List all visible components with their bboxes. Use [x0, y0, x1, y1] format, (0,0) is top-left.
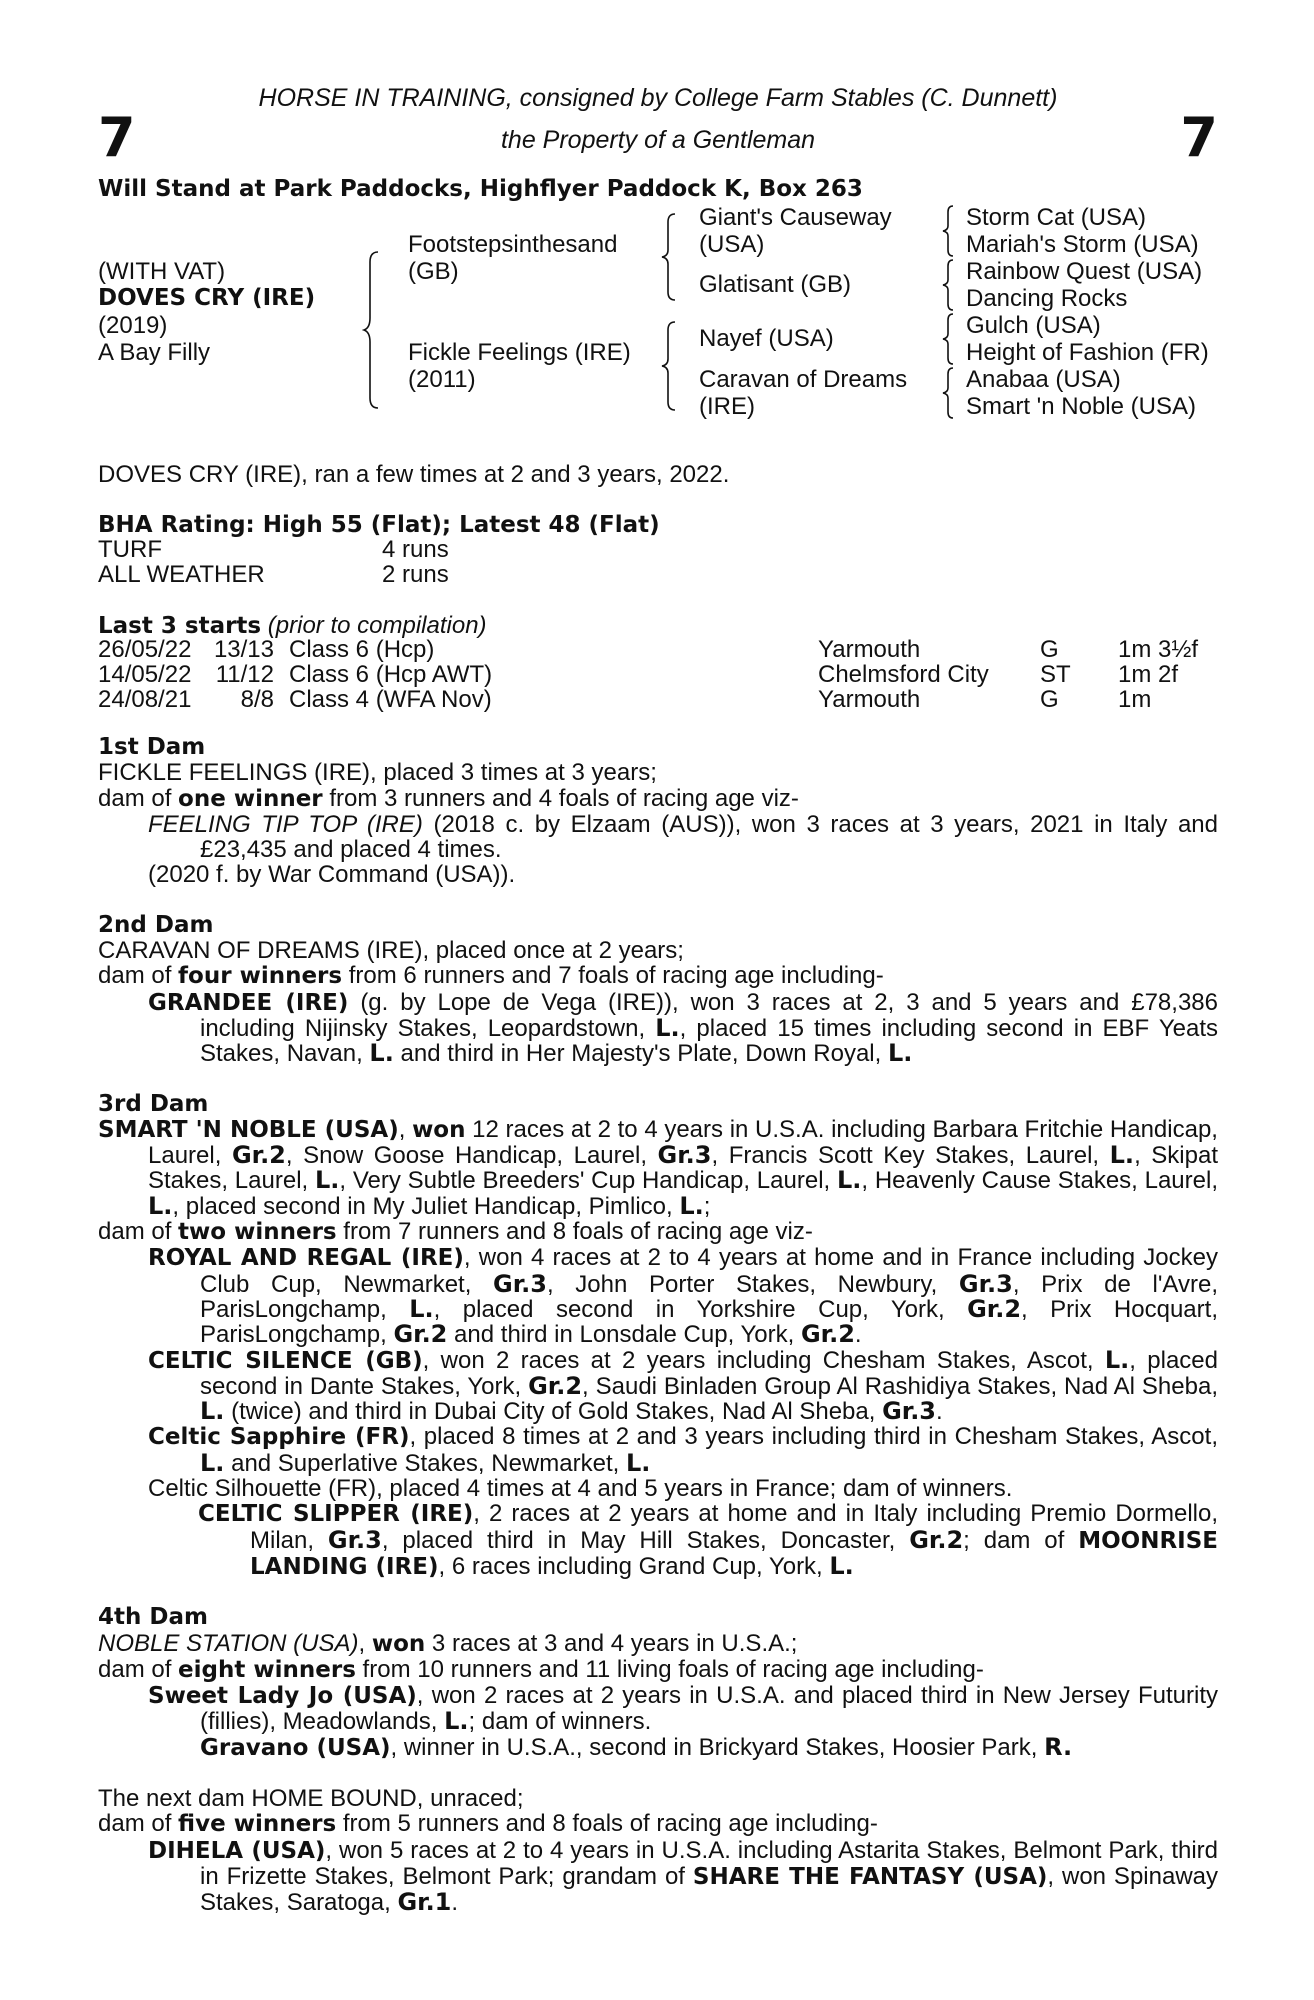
last-starts-note: (prior to compilation)	[267, 612, 487, 639]
text: , Francis Scott Key Stakes, Laurel,	[711, 1142, 1110, 1170]
dam-of-line	[98, 786, 1218, 812]
start-date: 26/05/22	[98, 636, 192, 663]
lot-number-right: 7	[1180, 106, 1218, 169]
start-going: G	[1040, 636, 1059, 663]
produce-entry	[98, 1732, 1218, 1761]
grandsire-2: Mariah's Storm (USA)	[966, 231, 1199, 258]
pedigree-brace-g2	[940, 258, 956, 312]
start-course: Yarmouth	[818, 686, 921, 713]
text: , won 2 races at 2 years in U.S.A. and placed third in New Jersey Futurity (fillies), Meadowlands,	[200, 1682, 1218, 1736]
start-distance: 1m 3½f	[1118, 636, 1199, 663]
first-dam-section	[98, 735, 1218, 888]
race-grade: Gr.1	[397, 1888, 452, 1917]
race-grade: L.	[200, 1397, 225, 1426]
race-grade: Gr.2	[528, 1371, 583, 1400]
dam-of-line	[98, 1811, 1218, 1837]
dam-line: FICKLE FEELINGS (IRE), placed 3 times at 3 years;	[98, 759, 657, 787]
start-class: Class 4 (WFA Nov)	[289, 686, 492, 713]
text: , John Porter Stakes, Newbury,	[546, 1270, 959, 1298]
pedigree-brace-g1	[940, 204, 956, 258]
lot-number-left: 7	[98, 106, 136, 169]
dam-of-line	[98, 1219, 1218, 1245]
grandsire-3: Rainbow Quest (USA)	[966, 258, 1203, 285]
text: ; dam of	[963, 1526, 1079, 1554]
text: from 3 runners and 4 foals of racing age viz-	[322, 784, 799, 812]
family-details	[98, 735, 1218, 1915]
dam-of-line	[98, 1657, 1218, 1683]
race-grade: L.	[829, 1551, 854, 1580]
start-distance: 1m 2f	[1118, 661, 1179, 688]
dam-dam-name: Caravan of Dreams	[699, 366, 908, 393]
dam-name: Fickle Feelings (IRE)	[408, 339, 631, 366]
consignor-line: HORSE IN TRAINING, consigned by College Farm Stables (C. Dunnett)	[258, 84, 1058, 112]
winners-count: five winners	[178, 1811, 337, 1838]
text: from 5 runners and 8 foals of racing age including-	[336, 1810, 878, 1838]
sire-sire-country: (USA)	[699, 231, 765, 258]
produce-name: FEELING TIP TOP (IRE)	[148, 810, 423, 838]
race-grade: Gr.3	[493, 1269, 547, 1298]
text: 3 races at 3 and 4 years in U.S.A.;	[425, 1629, 798, 1657]
race-grade: Gr.2	[800, 1320, 855, 1349]
race-grade: L.	[625, 1448, 651, 1477]
race-grade: L.	[444, 1707, 469, 1736]
race-grade: L.	[1109, 1141, 1135, 1170]
dam-name: NOBLE STATION (USA)	[98, 1629, 359, 1657]
horse-name: DOVES CRY (IRE)	[98, 285, 316, 311]
race-grade: L.	[887, 1039, 913, 1068]
produce-name: CELTIC SILENCE (GB)	[148, 1347, 423, 1374]
text: from 7 runners and 8 foals of racing age viz-	[336, 1218, 813, 1246]
text: ; dam of winners.	[468, 1708, 652, 1736]
race-grade: Gr.2	[967, 1294, 1022, 1323]
text: 12 races at 2 to 4 years in U.S.A. including Barbara Fritchie Handicap, Laurel,	[148, 1115, 1218, 1170]
text: , placed third in May Hill Stakes, Doncaster,	[381, 1526, 910, 1554]
grandsire-8: Smart 'n Noble (USA)	[966, 393, 1196, 420]
race-grade: Gr.3	[657, 1141, 712, 1170]
winners-count: one winner	[178, 785, 323, 812]
grandsire-5: Gulch (USA)	[966, 312, 1101, 339]
text: , Heavenly Cause Stakes, Laurel,	[861, 1167, 1218, 1195]
start-course: Yarmouth	[818, 636, 921, 663]
winners-count: four winners	[178, 963, 343, 990]
third-dam-section	[98, 1092, 1218, 1581]
race-grade: Gr.2	[393, 1320, 448, 1349]
text: ;	[703, 1192, 711, 1220]
text: , Snow Goose Handicap, Laurel,	[285, 1142, 658, 1170]
text: , won 2 races at 2 years including Chesham Stakes, Ascot,	[422, 1346, 1105, 1374]
race-grade: L.	[655, 1013, 680, 1042]
property-line: the Property of a Gentleman	[500, 126, 816, 154]
text: ,	[398, 1115, 413, 1143]
text: dam of	[98, 1810, 179, 1838]
text: .	[854, 1321, 862, 1349]
produce-entry	[98, 1476, 1218, 1501]
section-title: 4th Dam	[98, 1604, 208, 1631]
start-class: Class 6 (Hcp AWT)	[289, 661, 493, 688]
pedigree-brace-dam	[660, 320, 678, 412]
produce-name: GRANDEE (IRE)	[148, 989, 349, 1016]
produce-entry	[98, 812, 1218, 863]
text: from 10 runners and 11 living foals of racing age including-	[355, 1655, 984, 1683]
race-grade: R.	[1044, 1732, 1073, 1761]
text: .	[451, 1889, 459, 1917]
second-dam-section	[98, 913, 1218, 1067]
text: , placed second in Yorkshire Cup, York,	[433, 1295, 968, 1323]
text: , won Spinaway Stakes, Saratoga,	[200, 1862, 1218, 1917]
text: .	[936, 1398, 943, 1426]
start-going: ST	[1040, 661, 1071, 688]
produce-name: SHARE THE FANTASY (USA)	[692, 1863, 1048, 1890]
dam-of-line	[98, 963, 1218, 989]
race-summary: DOVES CRY (IRE), ran a few times at 2 and 3 years, 2022.	[98, 461, 730, 488]
sire-name: Footstepsinthesand	[408, 231, 618, 258]
dam-entry	[98, 1117, 1218, 1219]
text: , won 5 races at 2 to 4 years in U.S.A. including Astarita Stakes, Belmont Park, third in Frizette Stakes, Belmont Park; grandam of	[200, 1836, 1219, 1890]
produce-name: Gravano (USA)	[200, 1734, 391, 1761]
winners-count: eight winners	[178, 1656, 356, 1683]
text: , 2 races at 2 years at home and in Italy including Premio Dormello, Milan,	[250, 1500, 1219, 1554]
section-title: 1st Dam	[98, 734, 206, 760]
text: , Prix de l'Avre, ParisLongchamp,	[200, 1270, 1218, 1323]
grandsire-6: Height of Fashion (FR)	[966, 339, 1209, 366]
produce-entry	[98, 990, 1218, 1067]
text: , won 4 races at 2 to 4 years at home and in France including Jockey Club Cup, Newmarket,	[200, 1244, 1218, 1298]
race-grade: Gr.3	[327, 1525, 382, 1554]
produce-entry	[98, 1424, 1218, 1476]
produce-entry	[98, 1683, 1218, 1735]
race-grade: Gr.2	[909, 1525, 964, 1554]
text: , placed second in My Juliet Handicap, Pimlico,	[172, 1192, 680, 1220]
text: and third in Her Majesty's Plate, Down Royal,	[393, 1040, 888, 1068]
dam-year: (2011)	[408, 366, 476, 393]
text: dam of	[98, 784, 179, 812]
race-grade: L.	[1104, 1345, 1130, 1374]
start-course: Chelmsford City	[818, 661, 989, 688]
start-class: Class 6 (Hcp)	[289, 636, 435, 663]
grandsire-4: Dancing Rocks	[966, 285, 1128, 312]
produce-entry	[98, 1345, 1218, 1426]
text: (g. by Lope de Vega (IRE)), won 3 races at 2, 3 and 5 years and £78,386 including Nijinsky Stakes, Leopardstown,	[200, 988, 1218, 1042]
race-grade: L.	[200, 1448, 225, 1477]
start-distance: 1m	[1118, 686, 1152, 713]
turf-label: TURF	[98, 536, 162, 563]
sire-sire-name: Giant's Causeway	[699, 204, 892, 231]
race-grade: L.	[369, 1039, 394, 1068]
dam-dam-country: (IRE)	[699, 393, 755, 420]
race-grade: L.	[679, 1191, 704, 1220]
grandsire-7: Anabaa (USA)	[966, 366, 1121, 393]
text: , Very Subtle Breeders' Cup Handicap, Laurel,	[339, 1167, 837, 1195]
grandsire-1: Storm Cat (USA)	[966, 204, 1147, 231]
text: dam of	[98, 1655, 179, 1683]
text: dam of	[98, 1218, 179, 1246]
produce-name: MOONRISE LANDING (IRE)	[250, 1527, 1219, 1580]
dam-line: CARAVAN OF DREAMS (IRE), placed once at 2 years;	[98, 937, 684, 965]
text: (2020 f. by War Command (USA)).	[148, 861, 516, 889]
race-grade: L.	[409, 1294, 434, 1323]
dam-entry	[98, 1631, 1218, 1657]
produce-name: Celtic Sapphire (FR)	[148, 1424, 410, 1451]
text: , Skipat Stakes, Laurel,	[148, 1142, 1218, 1195]
start-date: 14/05/22	[98, 661, 192, 688]
horse-description: A Bay Filly	[98, 339, 211, 366]
text: , Prix Hocquart, ParisLongchamp,	[200, 1295, 1218, 1349]
text: , winner in U.S.A., second in Brickyard Stakes, Hoosier Park,	[390, 1733, 1045, 1761]
start-date: 24/08/21	[98, 686, 192, 713]
text: won	[371, 1630, 426, 1657]
race-grade: L.	[314, 1166, 340, 1195]
winners-count: two winners	[178, 1219, 337, 1246]
bha-rating: BHA Rating: High 55 (Flat); Latest 48 (Flat)	[98, 512, 660, 538]
pedigree-brace-main	[362, 250, 382, 410]
race-grade: L.	[836, 1166, 862, 1195]
spacer	[98, 1067, 1218, 1092]
dam-sire: Nayef (USA)	[699, 325, 834, 352]
race-grade: L.	[148, 1191, 173, 1220]
produce-name: Sweet Lady Jo (USA)	[148, 1683, 417, 1710]
text: (twice) and third in Dubai City of Gold Stakes, Nad Al Sheba,	[224, 1398, 883, 1426]
text: won	[412, 1116, 466, 1143]
text: , Saudi Binladen Group Al Rashidiya Stakes, Nad Al Sheba,	[582, 1372, 1218, 1400]
all-weather-label: ALL WEATHER	[98, 561, 265, 588]
text: , placed second in Dante Stakes, York,	[200, 1346, 1218, 1400]
stand-location: Will Stand at Park Paddocks, Highflyer Paddock K, Box 263	[98, 176, 863, 202]
race-grade: Gr.2	[231, 1141, 286, 1170]
text: ,	[358, 1629, 372, 1657]
dam-name: SMART 'N NOBLE (USA)	[98, 1116, 399, 1143]
horse-vat: (WITH VAT)	[98, 258, 226, 285]
text: from 6 runners and 7 foals of racing age including-	[342, 962, 884, 990]
produce-entry	[98, 1838, 1218, 1916]
sire-country: (GB)	[408, 258, 459, 285]
produce-entry	[98, 862, 1218, 887]
text: , placed 15 times including second in EBF Yeats Stakes, Navan,	[200, 1014, 1219, 1068]
text: , 6 races including Grand Cup, York,	[438, 1552, 830, 1580]
pedigree-brace-sire	[660, 212, 678, 302]
spacer	[98, 1761, 1218, 1786]
produce-entry	[98, 1501, 1218, 1580]
text: , placed 8 times at 2 and 3 years including third in Chesham Stakes, Ascot,	[409, 1423, 1218, 1451]
last-starts-title: Last 3 starts	[98, 613, 262, 639]
pedigree-brace-g3	[940, 312, 956, 366]
turf-value: 4 runs	[382, 536, 449, 563]
text: and Superlative Stakes, Newmarket,	[224, 1449, 626, 1477]
horse-year: (2019)	[98, 312, 168, 339]
race-grade: Gr.3	[958, 1269, 1013, 1298]
pedigree-brace-g4	[940, 366, 956, 420]
section-title: 3rd Dam	[98, 1090, 209, 1117]
produce-name: ROYAL AND REGAL (IRE)	[148, 1245, 464, 1272]
produce-entry	[98, 1245, 1218, 1347]
start-going: G	[1040, 686, 1059, 713]
text: (2018 c. by Elzaam (AUS)), won 3 races at 3 years, 2021 in Italy and £23,435 and placed 4 times.	[200, 810, 1218, 864]
produce-name: DIHELA (USA)	[148, 1837, 326, 1864]
race-grade: Gr.3	[882, 1397, 937, 1426]
dam-line: The next dam HOME BOUND, unraced;	[98, 1784, 524, 1812]
section-title: 2nd Dam	[98, 911, 214, 938]
text: Celtic Silhouette (FR), placed 4 times at 4 and 5 years in France; dam of winners.	[148, 1475, 1013, 1503]
next-dam-section	[98, 1786, 1218, 1915]
all-weather-value: 2 runs	[382, 561, 449, 588]
text: and third in Lonsdale Cup, York,	[447, 1321, 801, 1349]
fourth-dam-section	[98, 1605, 1218, 1761]
produce-name: CELTIC SLIPPER (IRE)	[198, 1501, 474, 1528]
spacer	[98, 888, 1218, 913]
text: dam of	[98, 962, 179, 990]
spacer	[98, 1580, 1218, 1605]
sire-dam: Glatisant (GB)	[699, 271, 852, 298]
